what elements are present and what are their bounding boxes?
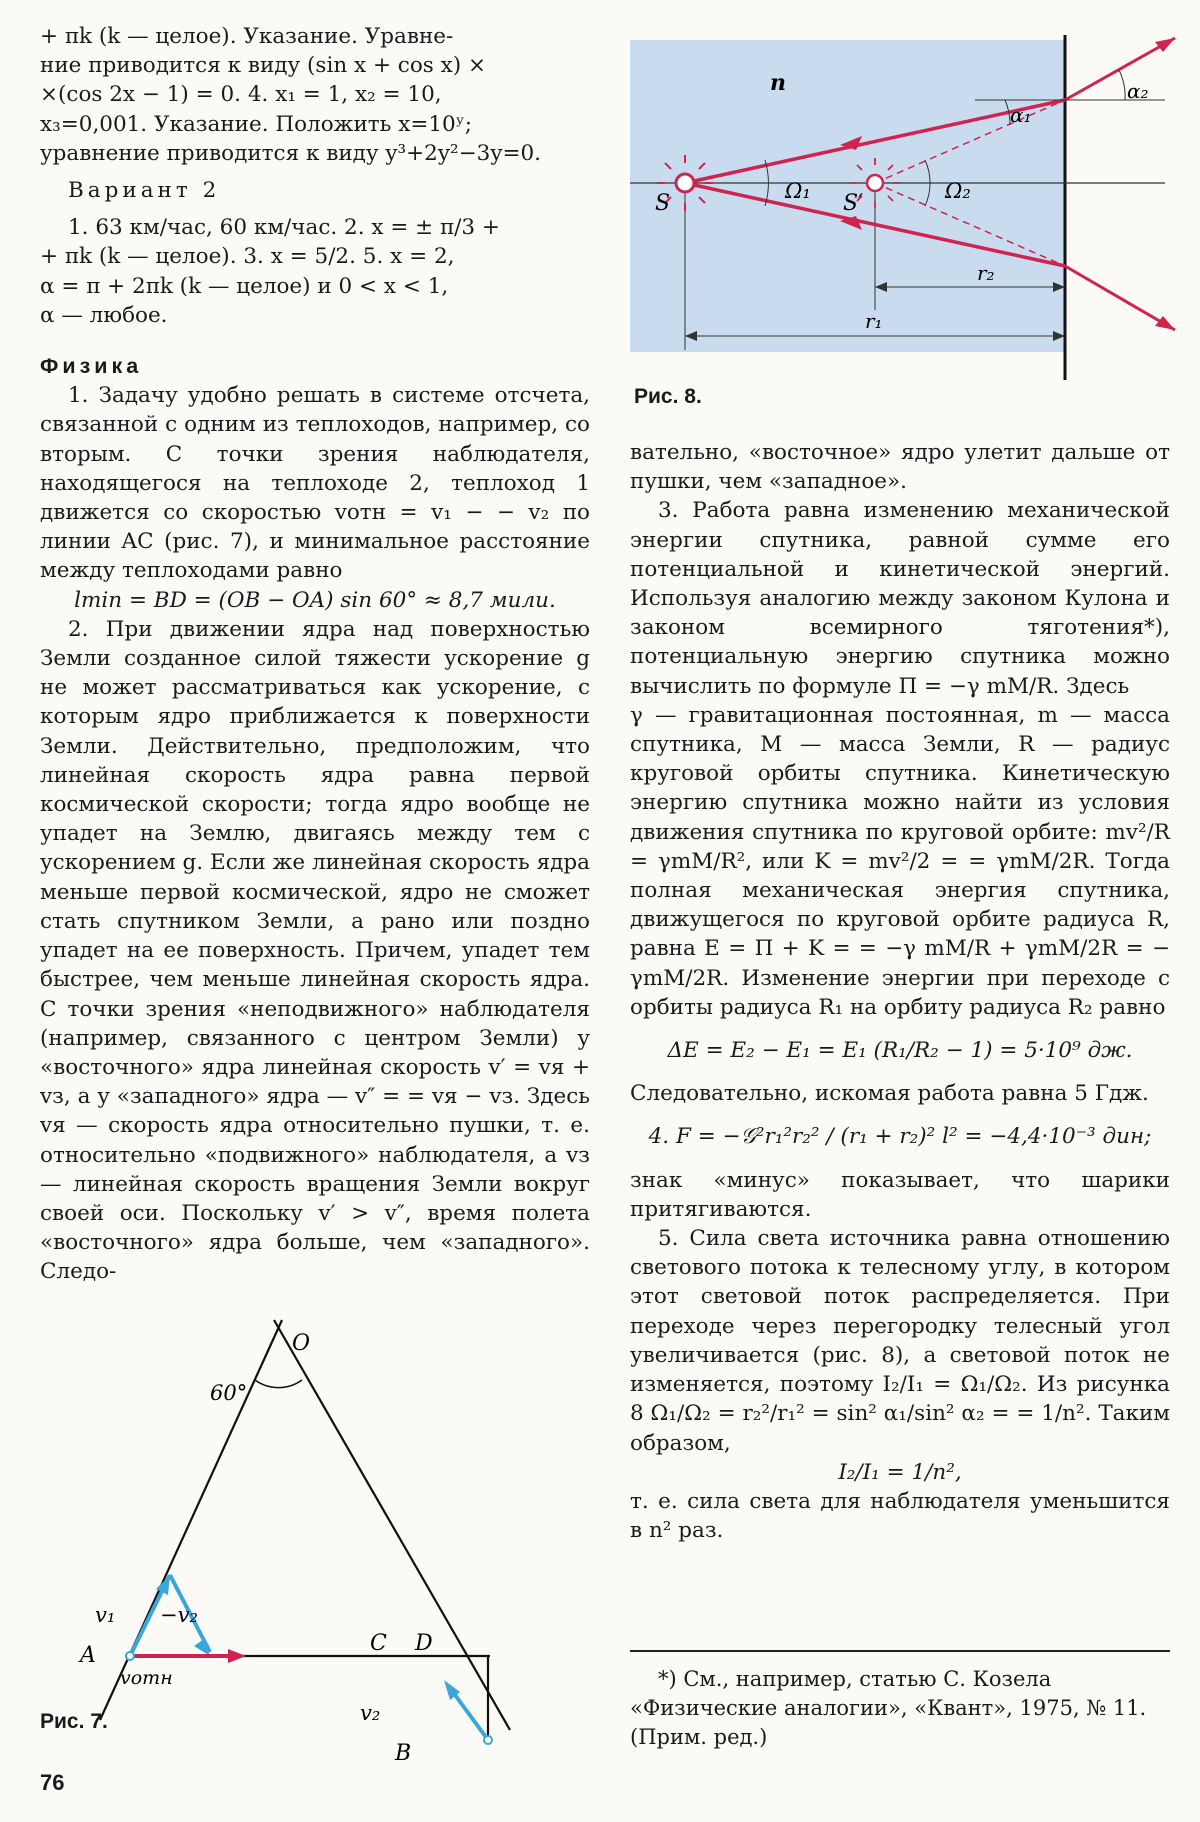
angle-arc	[255, 1380, 302, 1388]
label-C: C	[370, 1631, 387, 1656]
solution-3-result: Следовательно, искомая работа равна 5 Гдж.	[630, 1081, 1149, 1107]
label-A: A	[80, 1643, 96, 1668]
caption-text: Рис. 8.	[634, 385, 702, 408]
arrow-icon	[228, 1649, 246, 1663]
force-formula: 4. F = −𝒢²r₁²r₂² / (r₁ + r₂)² l² = −4,4·10⁻³ дин;	[648, 1124, 1152, 1150]
solution-4-note: знак «минус» показывает, что шарики притягиваются.	[630, 1167, 1170, 1222]
solution-2-end: вательно, «восточное» ядро улетит дальше от пушки, чем «западное».	[630, 440, 1170, 495]
arrow-icon	[1155, 38, 1175, 330]
label-60: 60°	[210, 1381, 248, 1405]
figure-7-caption	[40, 1710, 108, 1734]
label-alpha1: α₁	[1010, 103, 1032, 127]
figure-8-caption	[634, 385, 702, 409]
label-r2: r₂	[977, 261, 995, 285]
energy-formula: ΔE = E₂ − E₁ = E₁ (R₁/R₂ − 1) = 5·10⁹ дж.	[667, 1038, 1133, 1064]
solution-5-end: т. е. сила света для наблюдателя уменьшится в n² раз.	[630, 1488, 1170, 1544]
vector-v2	[450, 1688, 488, 1740]
label-v1: v₁	[95, 1603, 116, 1627]
right-column	[630, 438, 1170, 1545]
solution-2: 2. При движении ядра над поверхностью Земли созданное силой тяжести ускорение g не может рассматриваться как ускорение, с которым ядро приближается к поверхности Земли. Действительно, предположим, что линейная скорость ядра равна первой космической скорости; тогда ядро вообще не упадет на Землю, двигаясь между тем с ускорением g. Если же линейная скорость ядра меньше первой космической, ядро не сможет стать спутником Земли, а рано или поздно упадет на ее поверхность. Причем, упадет тем быстрее, чем меньше линейная скорость ядра. С точки зрения «неподвижного» наблюдателя (например, связанного с центром Земли) у «восточного» ядра линейная скорость v′ = vя + vз, а у «западного» ядра — v″ = = vя − vз. Здесь vя — скорость ядра относительно пушки, т. е. относительно «подвижного» наблюдателя, а vз — линейная скорость вращения Земли вокруг своей оси. Поскольку v′ > v″, время полета «восточного» ядра больше, чем «западного». Следо-	[40, 616, 590, 1285]
intensity-formula: I₂/I₁ = 1/n²,	[838, 1459, 962, 1485]
answer-line: ние приводится к виду (sin x + cos x) ×	[40, 53, 487, 79]
variant-heading: Вариант 2	[68, 178, 221, 204]
footnote-divider	[630, 1650, 1170, 1652]
line-OB	[274, 1320, 510, 1730]
solution-3-cont: γ — гравитационная постоянная, m — масса спутника, M — масса Земли, R — радиус круговой орбиты спутника. Кинетическую энергию спутника можно найти из условия движения спутника по круговой орбите: mv²/R = γmM/R², или K = mv²/2 = = γmM/2R. Тогда полная механическая энергия спутника, движущегося по круговой орбите радиуса R, равна E = П + K = = −γ mM/R + γmM/2R = − γmM/2R. Изменение энергии при переходе с орбиты радиуса R₁ на орбиту радиуса R₂ равно	[630, 702, 1170, 1020]
answer-line: α = π + 2πk (k — целое) и 0 < x < 1,	[40, 273, 449, 299]
left-column	[40, 22, 590, 1287]
label-omega1: Ω₁	[785, 179, 811, 203]
figure-8	[625, 30, 1180, 410]
label-n: n	[770, 70, 786, 96]
answer-line: ×(cos 2x − 1) = 0. 4. x₁ = 1, x₂ = 10,	[40, 82, 442, 108]
answer-line: + πk (k — целое). 3. x = 5/2. 5. x = 2,	[40, 244, 455, 270]
page-number: 76	[40, 1770, 65, 1795]
answer-line: уравнение приводится к виду y³+2y²−3y=0.	[40, 140, 541, 166]
label-alpha2: α₂	[1127, 79, 1149, 103]
label-minus-v2: −v₂	[160, 1603, 198, 1627]
solution-1-formula: lmin = BD = (OB − OA) sin 60° ≈ 8,7 мили.	[74, 587, 556, 613]
point-A	[126, 1652, 134, 1660]
label-O: O	[292, 1331, 311, 1356]
label-B: B	[395, 1741, 412, 1766]
answer-line: α — любое.	[40, 302, 168, 328]
label-omega2: Ω₂	[945, 179, 971, 203]
label-S-prime: S′	[843, 191, 864, 216]
label-r1: r₁	[865, 309, 883, 333]
refracted-ray-lower	[1065, 266, 1175, 330]
footnote: *) См., например, статью С. Козела «Физические аналогии», «Квант», 1975, № 11. (Прим. ред.)	[630, 1667, 1147, 1749]
solution-3: 3. Работа равна изменению механической энергии спутника, равной сумме его потенциальной и кинетической энергий. Используя аналогию между законом Кулона и законом всемирного тяготения*), потенциальную энергию спутника можно вычислить по формуле П = −γ mM/R. Здесь	[630, 498, 1170, 699]
label-D: D	[415, 1631, 433, 1656]
label-vrel: vотн	[120, 1667, 173, 1689]
solution-1: 1. Задачу удобно решать в системе отсчета, связанной с одним из теплоходов, например, со вторым. С точки зрения наблюдателя, находящегося на теплоходе 2, теплоход 1 движется со скоростью vотн = v₁ − − v₂ по линии AC (рис. 7), и минимальное расстояние между теплоходами равно	[40, 383, 590, 584]
label-v2: v₂	[360, 1701, 381, 1725]
caption-text: Рис. 7.	[40, 1710, 108, 1733]
refracted-ray-upper	[1065, 38, 1175, 100]
angle-arc	[1119, 70, 1125, 100]
label-S: S	[655, 191, 671, 216]
answer-line: x₃=0,001. Указание. Положить x=10ʸ;	[40, 111, 473, 137]
point-B	[484, 1736, 492, 1744]
answer-line: 1. 63 км/час, 60 км/час. 2. x = ± π/3 +	[68, 215, 500, 241]
physics-heading: Физика	[40, 354, 143, 379]
answer-line: + πk (k — целое). Указание. Уравне-	[40, 24, 454, 49]
solution-5: 5. Сила света источника равна отношению светового потока к телесному углу, в котором этот световой поток распределяется. При переходе через перегородку телесный угол увеличивается (рис. 8), а световой поток не изменяется, поэтому I₂/I₁ = Ω₁/Ω₂. Из рисунка 8 Ω₁/Ω₂ = r₂²/r₁² = sin² α₁/sin² α₂ = = 1/n². Таким образом,	[630, 1226, 1170, 1456]
